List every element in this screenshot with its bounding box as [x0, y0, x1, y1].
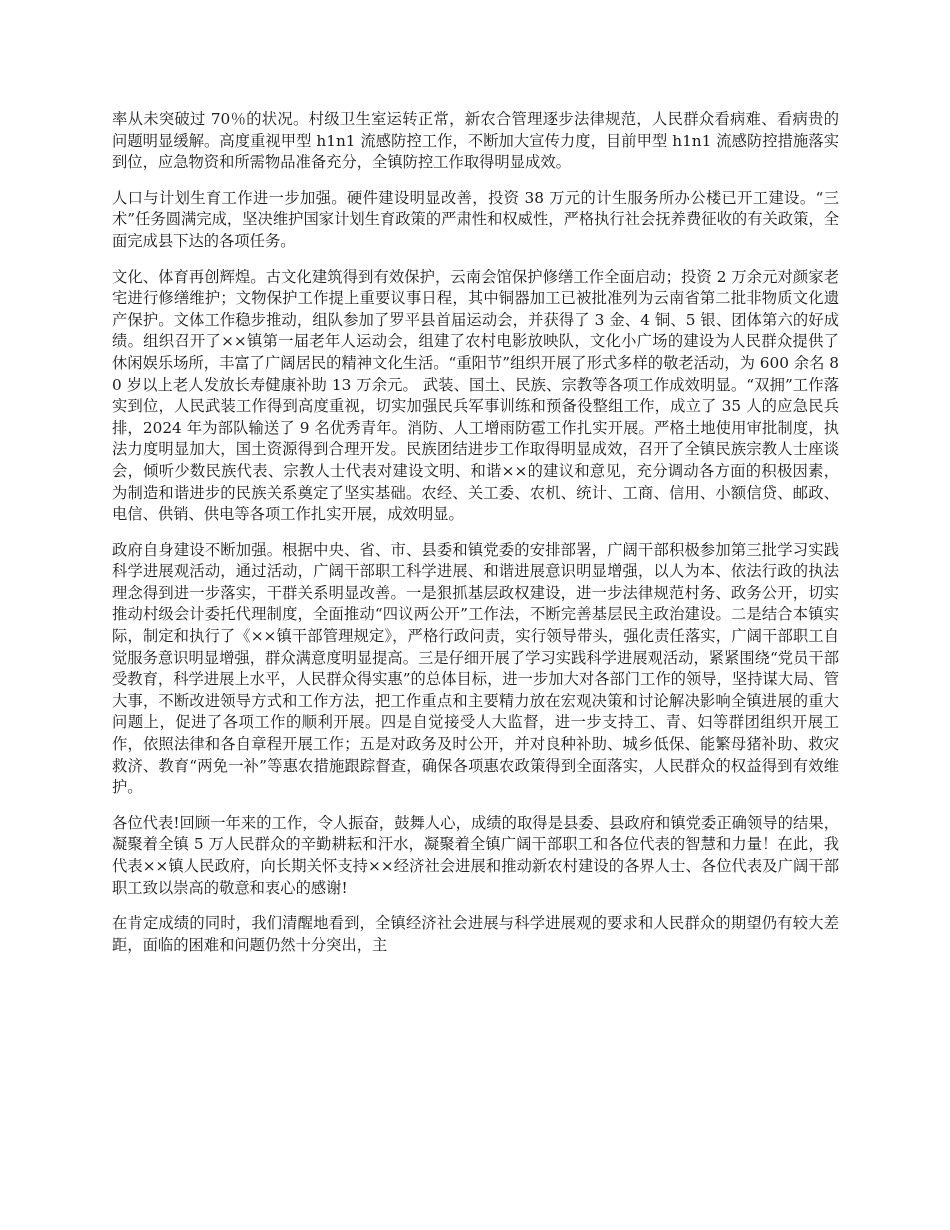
paragraph-acknowledgement: 各位代表!回顾一年来的工作，令人振奋，鼓舞人心，成绩的取得是县委、县政府和镇党委正确领导的结果，凝聚着全镇 5 万人民群众的辛勤耕耘和汗水，凝聚着全镇广阔干部职工和各位代表的智慧和力量！在此，我代表××镇人民政府，向长期关怀支持××经济社会进展和推动新农村建设的各界人士、各位代表及广阔干部职工致以崇高的敬意和衷心的感谢! — [112, 813, 839, 897]
document-body — [112, 109, 839, 970]
paragraph-culture-sports: 文化、体育再创辉煌。古文化建筑得到有效保护，云南会馆保护修缮工作全面启动；投资 2 万余元对颜家老宅进行修缮维护；文物保护工作提上重要议事日程，其中铜器加工已被批准列为云南省第二批非物质文化遗产保护。文体工作稳步推动，组队参加了罗平县首届运动会，并获得了 3 金、4 铜、5 银、团体第六的好成绩。组织召开了××镇第一届老年人运动会，组建了农村电影放映队，文化小广场的建设为人民群众提供了休闲娱乐场所，丰富了广阔居民的精神文化生活。“重阳节”组织开展了形式多样的敬老活动，为 600 余名 80 岁以上老人发放长寿健康补助 13 万余元。 武装、国土、民族、宗教等各项工作成效明显。“双拥”工作落实到位，人民武装工作得到高度重视，切实加强民兵军事训练和预备役整组工作，成立了 35 人的应急民兵排，2024 年为部队输送了 9 名优秀青年。消防、人工增雨防雹工作扎实开展。严格土地使用审批制度，执法力度明显加大，国土资源得到合理开发。民族团结进步工作取得明显成效，召开了全镇民族宗教人士座谈会，倾听少数民族代表、宗教人士代表对建设文明、和谐××的建议和意见，充分调动各方面的积极因素，为制造和谐进步的民族关系奠定了坚实基础。农经、关工委、农机、统计、工商、信用、小额信贷、邮政、电信、供销、供电等各项工作扎实开展，成效明显。 — [112, 267, 839, 524]
paragraph-problems: 在肯定成绩的同时，我们清醒地看到，全镇经济社会进展与科学进展观的要求和人民群众的期望仍有较大差距，面临的困难和问题仍然十分突出，主 — [112, 914, 839, 954]
paragraph-government-building: 政府自身建设不断加强。根据中央、省、市、县委和镇党委的安排部署，广阔干部积极参加第三批学习实践科学进展观活动，通过活动，广阔干部职工科学进展、和谐进展意识明显增强，以人为本、依法行政的执法理念得到进一步落实，干群关系明显改善。一是狠抓基层政权建设，进一步法律规范村务、政务公开，切实推动村级会计委托代理制度，全面推动“四议两公开”工作法，不断完善基层民主政治建设。二是结合本镇实际，制定和执行了《××镇干部管理规定》，严格行政问责，实行领导带头，强化责任落实，广阔干部职工自觉服务意识明显增强，群众满意度明显提高。三是仔细开展了学习实践科学进展观活动，紧紧围绕“党员干部受教育，科学进展上水平，人民群众得实惠”的总体目标，进一步加大对各部门工作的领导，坚持谋大局、管大事，不断改进领导方式和工作方法，把工作重点和主要精力放在宏观决策和讨论解决影响全镇进展的重大问题上，促进了各项工作的顺利开展。四是自觉接受人大监督，进一步支持工、青、妇等群团组织开展工作，依照法律和各自章程开展工作；五是对政务及时公开，并对良种补助、城乡低保、能繁母猪补助、救灾救济、教育“两免一补”等惠农措施跟踪督查，确保各项惠农政策得到全面落实，人民群众的权益得到有效维护。 — [112, 540, 839, 797]
paragraph-health: 率从未突破过 70％的状况。村级卫生室运转正常，新农合管理逐步法律规范，人民群众看病难、看病贵的问题明显缓解。高度重视甲型 h1n1 流感防控工作，不断加大宣传力度，目前甲型 h1n1 流感防控措施落实到位，应急物资和所需物品准备充分，全镇防控工作取得明显成效。 — [112, 110, 839, 172]
paragraph-family-planning: 人口与计划生育工作进一步加强。硬件建设明显改善，投资 38 万元的计生服务所办公楼已开工建设。“三术”任务圆满完成，坚决维护国家计划生育政策的严肃性和权威性，严格执行社会抚养费征收的有关政策，全面完成县下达的各项任务。 — [112, 188, 839, 250]
